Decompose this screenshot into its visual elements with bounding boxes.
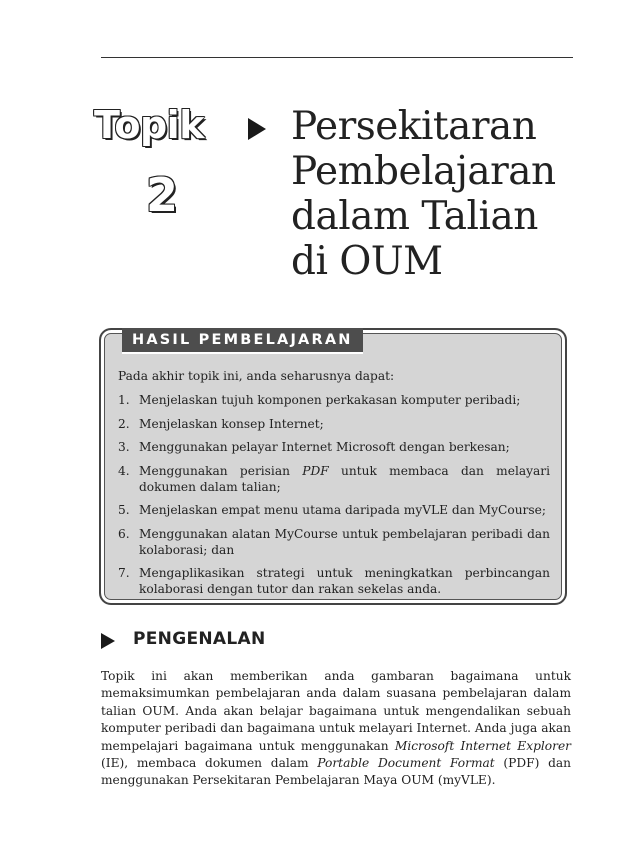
item-text-italic: PDF [302,463,329,478]
paragraph-text: (PDF) dan menggunakan Persekitaran Pembelajaran Maya OUM (myVLE). [101,756,572,788]
item-text: Menggunakan pelayar Internet Microsoft dengan berkesan; [139,440,510,454]
item-text: Mengaplikasikan strategi untuk meningkatkan perbincangan kolaborasi dengan tutor dan rakan sekelas anda. [139,566,550,596]
title-line: di OUM [291,239,443,284]
paragraph-text: Topik ini akan memberikan anda gambaran bagaimana untuk memaksimumkan pembelajaran anda dalam suasana pembelajaran dalam talian OUM. Anda akan belajar bagaimana untuk mengendalikan sebuah komputer peribadi dan bagaimana untuk melayari Internet. Anda juga akan mempelajari bagaimana untuk menggunakan [101,669,571,753]
list-item [118,526,550,558]
item-number: 6. [118,526,130,541]
learning-outcomes-intro: Pada akhir topik ini, anda seharusnya dapat: [118,369,395,383]
paragraph-italic: Portable Document Format [317,756,495,771]
paragraph-italic: Microsoft Internet Explorer [394,738,571,753]
topic-number: 2 [146,168,179,222]
title-line: Persekitaran [291,104,537,149]
section-arrow-icon [101,633,115,649]
introduction-paragraph [101,668,571,790]
item-number: 4. [118,463,130,478]
item-text-part: Menggunakan perisian [139,463,303,478]
top-rule [101,57,573,58]
list-item [118,392,550,408]
item-text [139,463,550,495]
learning-outcomes-heading: HASIL PEMBELAJARAN [122,328,363,354]
title-line: Pembelajaran [291,149,556,194]
list-item [118,439,550,455]
item-number: 3. [118,440,130,454]
paragraph-text: (IE), membaca dokumen dalam [101,756,318,771]
learning-outcomes-list [118,392,550,605]
item-text: Menjelaskan konsep Internet; [139,416,324,431]
list-item [118,416,550,432]
item-number: 1. [118,393,130,407]
list-item [118,502,550,518]
list-item [118,565,550,597]
item-text: Menjelaskan empat menu utama daripada myVLE dan MyCourse; [139,503,546,517]
item-text: Menggunakan alatan MyCourse untuk pembelajaran peribadi dan kolaborasi; dan [139,526,550,557]
section-heading: PENGENALAN [133,629,266,649]
list-item [118,463,550,495]
title-line: dalam Talian [291,194,538,239]
arrow-right-icon [248,118,266,140]
item-text-part: untuk membaca dan melayari dokumen dalam talian; [139,463,550,494]
topic-label: Topik [94,103,204,147]
item-number: 7. [118,566,130,580]
item-text: Menjelaskan tujuh komponen perkakasan komputer peribadi; [139,393,521,407]
item-number: 5. [118,503,130,517]
page-title [291,104,591,284]
item-number: 2. [118,416,130,431]
